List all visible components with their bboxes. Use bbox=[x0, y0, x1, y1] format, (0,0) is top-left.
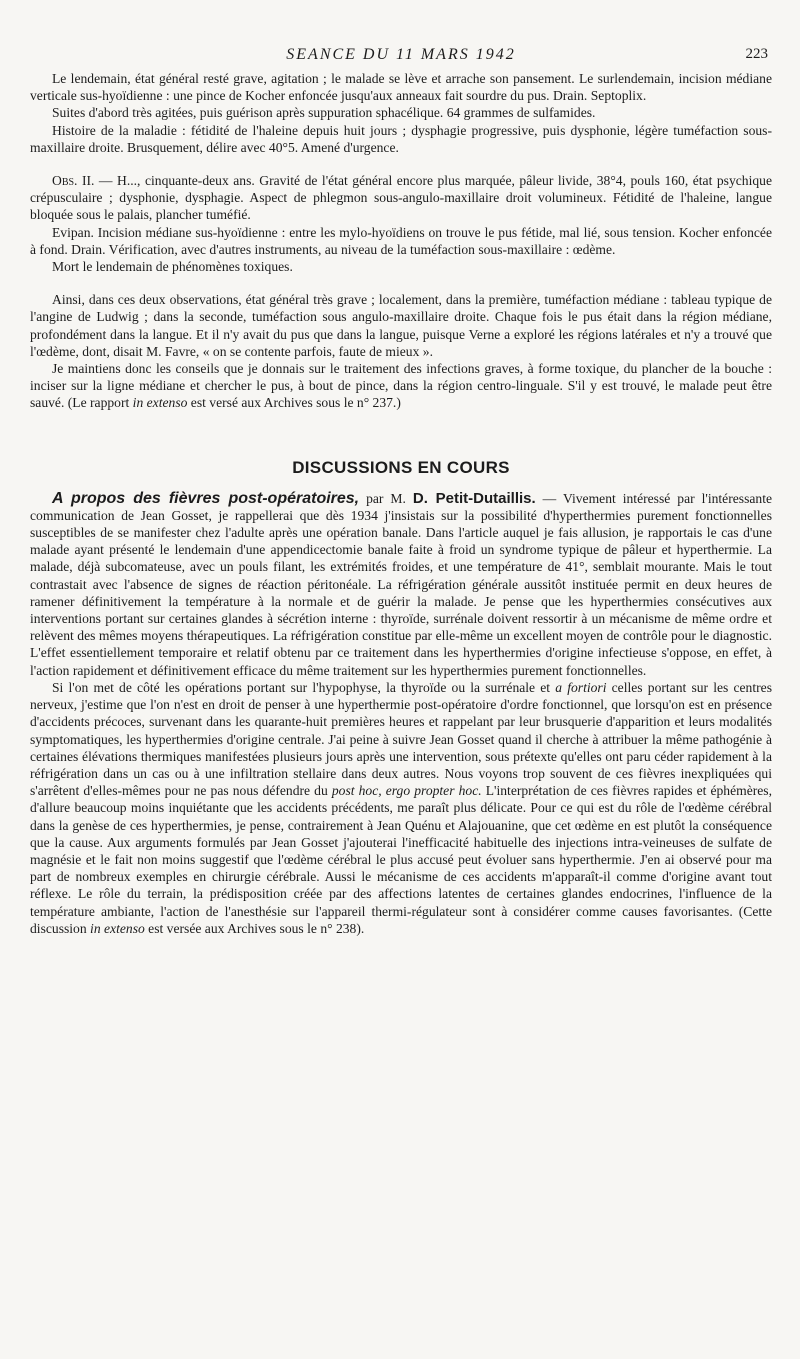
running-title: SEANCE DU 11 MARS 1942 bbox=[286, 46, 516, 63]
paragraph bbox=[30, 679, 772, 937]
text-run: Si l'on met de côté les opérations portant sur l'hypophyse, la thyroïde ou la surrénale et bbox=[52, 679, 556, 695]
paragraph bbox=[30, 172, 772, 224]
text-run: L'interprétation de ces fièvres rapides et éphémères, d'allure beaucoup moins inquiétante que les accidents précédents, me paraît plus délicate. Pour ce qui est du rôle de l'œdème cérébral dans la genèse de ces hyperthermies, je pense, contrairement à Jean Quénu et Alajouanine, que cet œdème en est plutôt la conséquence que la cause. Aux arguments formulés par Jean Gosset j'ajouterai l'inefficacité habituelle des injections intra-veineuses de sulfate de magnésie et le fait non moins suggestif que l'œdème cérébral le plus accusé peut évoluer sans hyperthermie. J'en ai observé pour ma part de nombreux exemples en chirurgie cérébrale. Aussi le mécanisme de ces accidents m'apparaît-il comme d'origine avant tout réflexe. Le rôle du terrain, la prédisposition créée par des affections latentes de certaines glandes endocrines, l'influence de la température ambiante, l'action de l'anesthésie sur l'appareil thermi-régulateur sont à considérer comme causes favorisantes. (Cette discussion bbox=[30, 783, 772, 936]
paragraph: Histoire de la maladie : fétidité de l'haleine depuis huit jours ; dysphagie progressive, puis dysphonie, légère tuméfaction sous-maxillaire droite. Brusquement, délire avec 40°5. Amené d'urgence. bbox=[30, 122, 772, 155]
paragraph bbox=[30, 360, 772, 412]
text-run: par M. bbox=[359, 490, 413, 506]
discussion-section bbox=[30, 490, 772, 937]
italic-text: a fortiori bbox=[555, 679, 607, 695]
page-number: 223 bbox=[745, 46, 768, 62]
text-run: Je maintiens donc les conseils que je donnais sur le traitement des infections graves, à forme toxique, du plancher de la bouche : inciser sur la ligne médiane et chercher le pus, à bout de pince, dans la région centro-linguale. S'il y est trouvé, le malade peut être sauvé. (Le rapport bbox=[30, 361, 772, 411]
author-name: D. Petit-Dutaillis. bbox=[412, 489, 536, 507]
observation-two bbox=[30, 172, 772, 275]
paragraph: Ainsi, dans ces deux observations, état général très grave ; localement, dans la première, tuméfaction médiane : tableau typique de l'angine de Ludwig ; dans la seconde, tuméfaction sous angulo-maxillaire droite. Chaque fois le pus était dans la région médiane, profondément dans la langue. Et il n'y avait du pus que dans la langue, puisque Verne a exploré les régions latérales et n'y a trouvé que l'œdème, dont, disait M. Favre, « on se contente parfois, faute de mieux ». bbox=[30, 292, 772, 359]
paragraph bbox=[30, 490, 772, 679]
observation-one-end bbox=[30, 70, 772, 156]
italic-text: in extenso bbox=[90, 920, 145, 936]
paragraph: Suites d'abord très agitées, puis guérison après suppuration sphacélique. 64 grammes de sulfamides. bbox=[52, 105, 596, 121]
text-run: est versée aux Archives sous le n° 238). bbox=[144, 920, 365, 936]
discussion-title: A propos des fièvres post-opératoires, bbox=[52, 489, 360, 507]
italic-text: in extenso bbox=[132, 395, 188, 411]
text-run: est versé aux Archives sous le n° 237.) bbox=[187, 395, 401, 411]
italic-text: post hoc, ergo propter hoc. bbox=[331, 783, 482, 799]
section-heading: DISCUSSIONS EN COURS bbox=[292, 457, 510, 477]
paragraph: Evipan. Incision médiane sus-hyoïdienne : entre les mylo-hyoïdiens on trouve le pus fétide, mal lié, sous tension. Kocher enfoncée à fond. Drain. Vérification, avec d'autres instruments, au niveau de la tuméfaction sous-maxillaire : œdème. bbox=[30, 224, 772, 257]
paragraph: Mort le lendemain de phénomènes toxiques. bbox=[52, 259, 293, 275]
paragraph: Le lendemain, état général resté grave, agitation ; le malade se lève et arrache son pansement. Le surlendemain, incision médiane verticale sus-hyoïdienne : une pince de Kocher enfoncée jusqu'aux anneaux fait sourdre du pus. Drain. Septoplix. bbox=[30, 71, 772, 104]
observation-label: Obs. II. bbox=[52, 173, 95, 189]
running-header bbox=[30, 40, 772, 70]
text-run: — Vivement intéressé par l'intéressante communication de Jean Gosset, je rappellerai que dès 1934 j'insistais sur la possibilité d'hyperthermies purement fonctionnelles susceptibles de se manifester chez l'adulte après une opération banale. Dans l'article auquel je fais allusion, je rapportais le cas d'une malade ayant présenté le lendemain d'une appendicectomie banale faite à froid un syndrome typique de pâleur et hyperthermie. La malade, déjà subcomateuse, avec un pouls filant, les extrémités froides, et une température de 41°, semblait mourante. Mais le tout contrastait avec l'absence de signes de réaction péritonéale. La réfrigération générale aussitôt instituée permit en deux heures de ramener définitivement la température à la normale et de guérir la malade. Je pense que les hyperthermies consécutives aux interventions portant sur certaines glandes à sécrétion interne : thyroïde, surrénale doivent ressortir à un mécanisme de même ordre et relèvent des mêmes moyens thérapeutiques. La réfrigération constitue par elle-même un excellent moyen de contrôle pour le diagnostic. L'effet essentiellement temporaire et relatif obtenu par ce traitement dans les hyperthermies d'origine infectieuse s'oppose, en effet, à l'action rapidement et définitivement efficace du même traitement sur les hyperthermies purement fonctionnelles. bbox=[30, 490, 772, 678]
observation-text: — H..., cinquante-deux ans. Gravité de l'état général encore plus marquée, pâleur livide, 38°4, pouls 160, état psychique crépusculaire ; dysphonie, dysphagie. Aspect de phlegmon sous-angulo-maxillaire droit volumineux. Fétidité de l'haleine, langue bloquée sous le palais, plancher tuméfié. bbox=[30, 173, 772, 223]
text-run: celles portant sur les centres nerveux, j'estime que l'on n'est en droit de penser à une hyperthermie post-opératoire d'ordre fonctionnel, que lorsqu'on est en présence d'accidents précoces, survenant dans les quarante-huit premières heures et rappelant par leur brusquerie d'apparition et leurs modalités symptomatiques, les hyperthermies d'origine centrale. J'ai peine à suivre Jean Gosset quand il cherche à attribuer la même pathogénie à certaines élévations thermiques manifestées plusieurs jours après une intervention, sous prétexte qu'elles ont paru céder rapidement à la réfrigération dans un cas ou à une infiltration stellaire dans deux autres. Nous voyons trop souvent de ces fièvres inexpliquées qui s'arrêtent d'elles-mêmes pour ne pas nous défendre du bbox=[30, 679, 772, 799]
conclusion bbox=[30, 291, 772, 411]
